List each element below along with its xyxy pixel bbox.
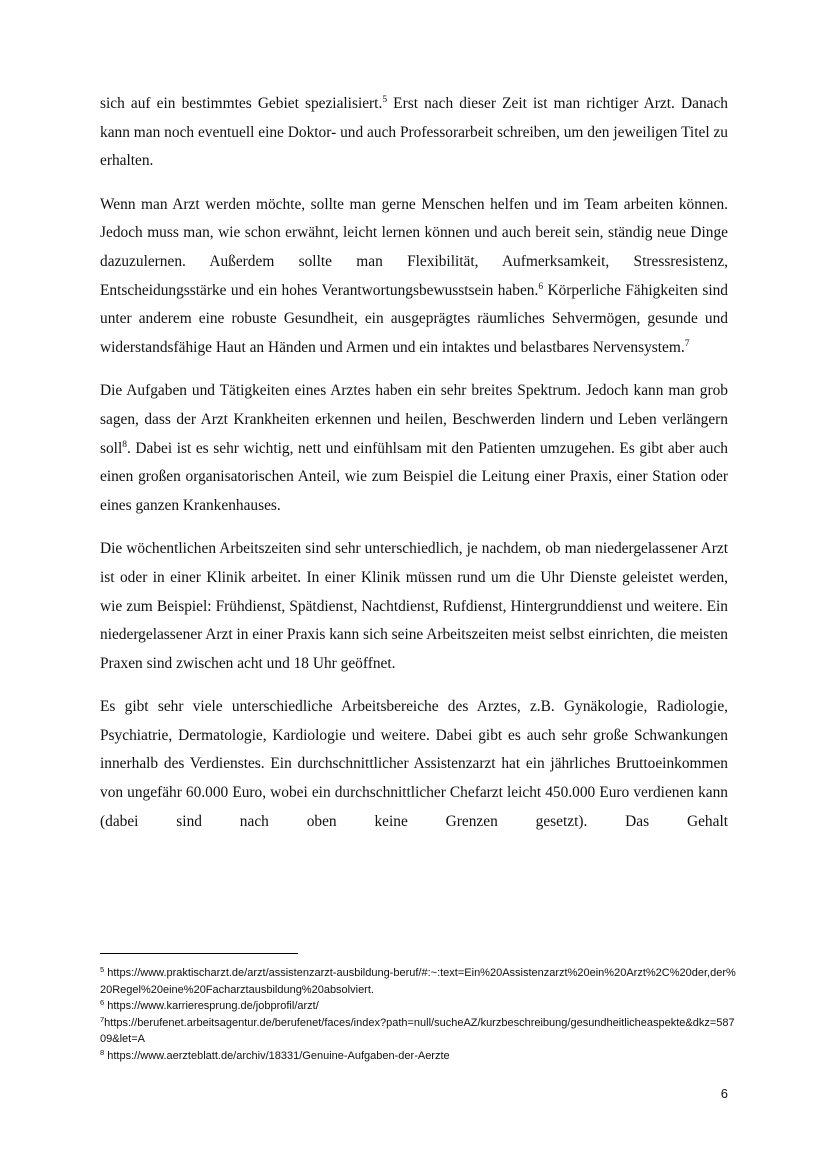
body-text bbox=[100, 90, 728, 836]
page-number: 6 bbox=[720, 1086, 728, 1101]
paragraph-text: sich auf ein bestimmtes Gebiet spezialisiert. bbox=[100, 95, 383, 112]
footnotes bbox=[100, 965, 740, 1065]
footnote-number: 5 bbox=[100, 965, 105, 974]
paragraph-text: Körperliche Fähigkeiten sind unter anderem eine robuste Gesundheit, ein ausgeprägtes räumliches Sehvermögen, gesunde und widerstandsfähige Haut an Händen und Armen und ein intaktes und belastbares Nervensystem. bbox=[100, 281, 729, 356]
footnote-reference: 8 bbox=[122, 439, 127, 450]
paragraph bbox=[100, 535, 728, 678]
footnote-link[interactable]: https://www.praktischarzt.de/arzt/assistenzarzt-ausbildung-beruf/#:~:text=Ein%20Assistenzarzt%20ein%20Arzt%2C%20der,der%20Regel%20eine%20Facharztausbildung%20absolviert. bbox=[100, 967, 736, 996]
paragraph bbox=[100, 377, 728, 520]
paragraph bbox=[100, 191, 728, 363]
footnote bbox=[100, 1048, 740, 1065]
footnote bbox=[100, 965, 740, 998]
footnote-link[interactable]: https://www.aerzteblatt.de/archiv/18331/Genuine-Aufgaben-der-Aerzte bbox=[104, 1049, 450, 1062]
paragraph-text: Erst nach dieser Zeit ist man richtiger Arzt. Danach kann man noch eventuell eine Doktor- und auch Professorarbeit schreiben, um den jeweiligen Titel zu erhalten. bbox=[100, 95, 728, 170]
paragraph-text: Die wöchentlichen Arbeitszeiten sind sehr unterschiedlich, je nachdem, ob man niedergelassener Arzt ist oder in einer Klinik arbeitet. In einer Klinik müssen rund um die Uhr Dienste geleistet werden, wie zum Beispiel: Frühdienst, Spätdienst, Nachtdienst, Rufdienst, Hintergrunddienst und weitere. Ein niedergelassener Arzt in einer Praxis kann sich seine Arbeitszeiten meist selbst einrichten, die meisten Praxen sind zwischen acht und 18 Uhr geöffnet. bbox=[100, 540, 728, 672]
footnote-link[interactable]: https://www.karrieresprung.de/jobprofil/arzt/ bbox=[104, 1000, 319, 1013]
footnote-reference: 7 bbox=[684, 338, 690, 349]
footnote-number: 8 bbox=[100, 1047, 105, 1057]
footnote-number: 7 bbox=[100, 1014, 105, 1024]
paragraph bbox=[100, 90, 728, 176]
paragraph-text: Es gibt sehr viele unterschiedliche Arbeitsbereiche des Arztes, z.B. Gynäkologie, Radiologie, Psychiatrie, Dermatologie, Kardiologie und weitere. Dabei gibt es auch sehr große Schwankungen innerhalb des Verdienstes. Ein durchschnittlicher Assistenzarzt hat ein jährliches Bruttoeinkommen von ungefähr 60.000 Euro, wobei ein durchschnittlicher Chefarzt leicht 450.000 Euro verdienen kann (dabei sind nach oben keine Grenzen gesetzt). Das Gehalt bbox=[100, 698, 728, 830]
paragraph-text: Die Aufgaben und Tätigkeiten eines Arztes haben ein sehr breites Spektrum. Jedoch kann man grob sagen, dass der Arzt Krankheiten erkennen und heilen, Beschwerden lindern und Leben verlängern soll bbox=[100, 382, 728, 457]
paragraph-text: . Dabei ist es sehr wichtig, nett und einfühlsam mit den Patienten umzugehen. Es gibt aber auch einen großen organisatorischen Anteil, wie zum Beispiel die Leitung einer Praxis, einer Station oder eines ganzen Krankenhauses. bbox=[100, 439, 728, 514]
paragraph-text: Wenn man Arzt werden möchte, sollte man gerne Menschen helfen und im Team arbeiten können. Jedoch muss man, wie schon erwähnt, leicht lernen können und auch bereit sein, ständig neue Dinge dazuzulernen. Außerdem sollte man Flexibilität, Aufmerksamkeit, Stressresistenz, Entscheidungsstärke und ein hohes Verantwortungsbewusstsein haben. bbox=[100, 195, 728, 299]
footnote-reference: 5 bbox=[382, 95, 388, 105]
footnote-number: 6 bbox=[100, 998, 105, 1008]
footnote-reference: 6 bbox=[538, 281, 544, 292]
footnote bbox=[100, 1015, 740, 1048]
footnote-link[interactable]: https://berufenet.arbeitsagentur.de/berufenet/faces/index?path=null/sucheAZ/kurzbeschreibung/gesundheitlicheaspekte&dkz=58709&let=A bbox=[100, 1016, 735, 1046]
footnote bbox=[100, 998, 740, 1015]
paragraph bbox=[100, 693, 728, 836]
footnote-separator bbox=[100, 953, 298, 954]
